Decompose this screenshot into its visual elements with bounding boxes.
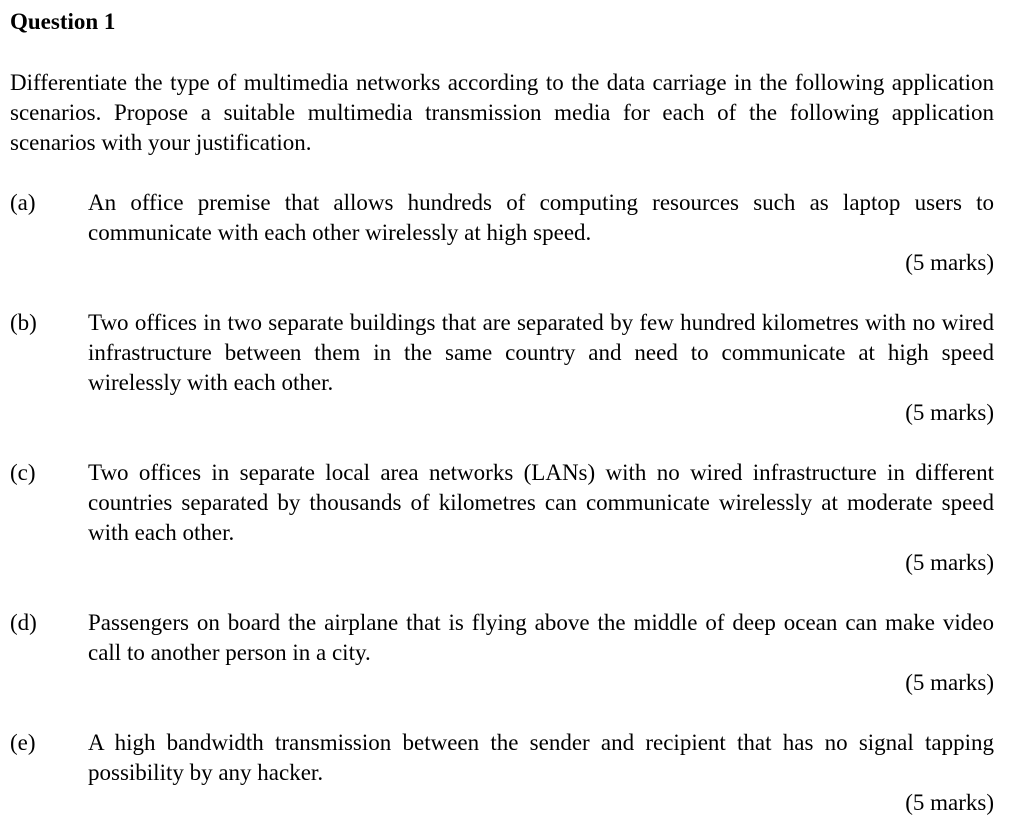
sub-question-text: A high bandwidth transmission between the sender and recipient that has no signal tapping possibility by any hacker. (88, 730, 994, 785)
sub-question-text: An office premise that allows hundreds of computing resources such as laptop users to communicate with each other wirelessly at high speed. (88, 190, 994, 245)
sub-question-d (10, 608, 994, 698)
sub-question-label: (c) (10, 460, 36, 485)
marks-label: (5 marks) (905, 790, 994, 815)
marks-label: (5 marks) (905, 550, 994, 575)
sub-question-c (10, 458, 994, 578)
sub-question-text: Two offices in separate local area networks (LANs) with no wired infrastructure in different countries separated by thousands of kilometres can communicate wirelessly at moderate speed with each other. (88, 460, 994, 545)
sub-question-text: Passengers on board the airplane that is flying above the middle of deep ocean can make video call to another person in a city. (88, 610, 994, 665)
sub-question-text: Two offices in two separate buildings that are separated by few hundred kilometres with no wired infrastructure between them in the same country and need to communicate at high speed wirelessly with each other. (88, 310, 994, 395)
sub-question-b (10, 308, 994, 428)
marks-label: (5 marks) (905, 400, 994, 425)
question-intro: Differentiate the type of multimedia networks according to the data carriage in the following application scenarios. Propose a suitable multimedia transmission media for each of the following application scenarios with your justification. (10, 70, 994, 155)
sub-question-e (10, 728, 994, 818)
sub-question-a (10, 188, 994, 278)
question-title: Question 1 (10, 9, 116, 34)
sub-question-label: (b) (10, 310, 37, 335)
marks-label: (5 marks) (905, 670, 994, 695)
marks-label: (5 marks) (905, 250, 994, 275)
sub-question-label: (d) (10, 610, 37, 635)
sub-question-label: (a) (10, 190, 36, 215)
sub-question-label: (e) (10, 730, 36, 755)
